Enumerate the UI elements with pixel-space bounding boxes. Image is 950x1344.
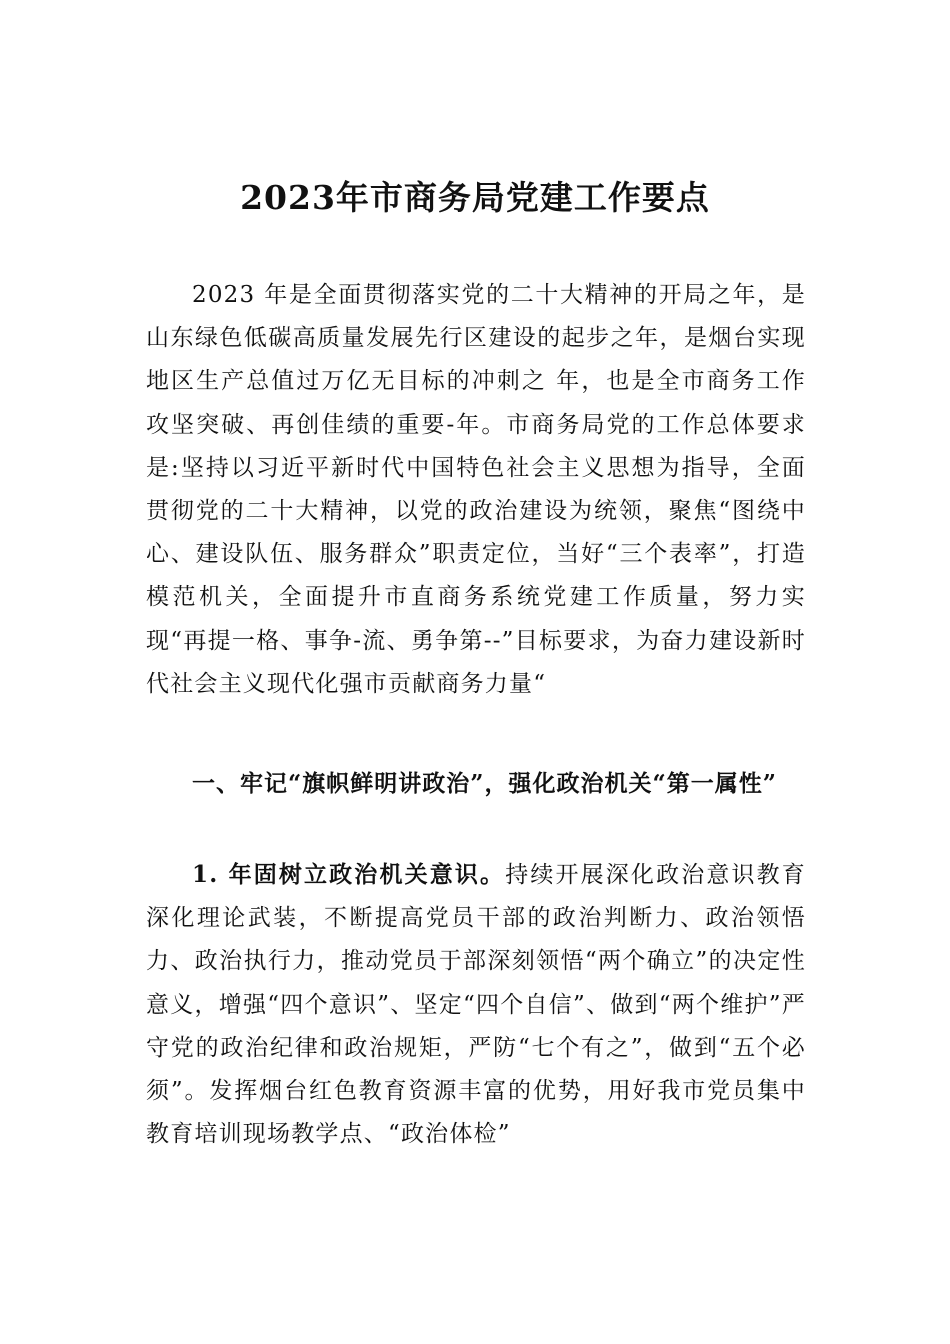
list-item-paragraph [146,853,806,1156]
list-item-lead: 1. 年固树立政治机关意识。 [192,861,506,888]
section-heading: 一、牢记“旗帜鲜明讲政治”，强化政治机关“第一属性” [192,770,777,797]
list-item-text: 持续开展深化政治意识教育深化理论武装，不断提高党员干部的政治判断力、政治领悟力、政治执行力，推动党员于部深刻领悟“两个确立”的决定性意义，增强“四个意识”、坚定“四个自信”、做到“两个维护”严守党的政治纪律和政治规矩，严防“七个有之”，做到“五个必须”。发挥烟台红色教育资源丰富的优势，用好我市党员集中教育培训现场教学点、“政治体检” [146,862,806,1148]
intro-paragraph: 2023 年是全面贯彻落实党的二十大精神的开局之年，是山东绿色低碳高质量发展先行区建设的起步之年，是烟台实现地区生产总值过万亿无目标的冲刺之 年，也是全市商务工作攻坚突破、再创佳绩的重要-年。市商务局党的工作总体要求是:坚持以习近平新时代中国特色社会主义思想为指导，全面贯彻党的二十大精神，以党的政治建设为统领，聚焦“图绕中心、建设队伍、服务群众”职责定位，当好“三个表率”，打造模范机关，全面提升市直商务系统党建工作质量，努力实现“再提一格、事争-流、勇争第--”目标要求，为奋力建设新时代社会主义现代化强市贡献商务力量“ [146,282,806,697]
document-title: 2023年市商务局党建工作要点 [240,178,710,217]
